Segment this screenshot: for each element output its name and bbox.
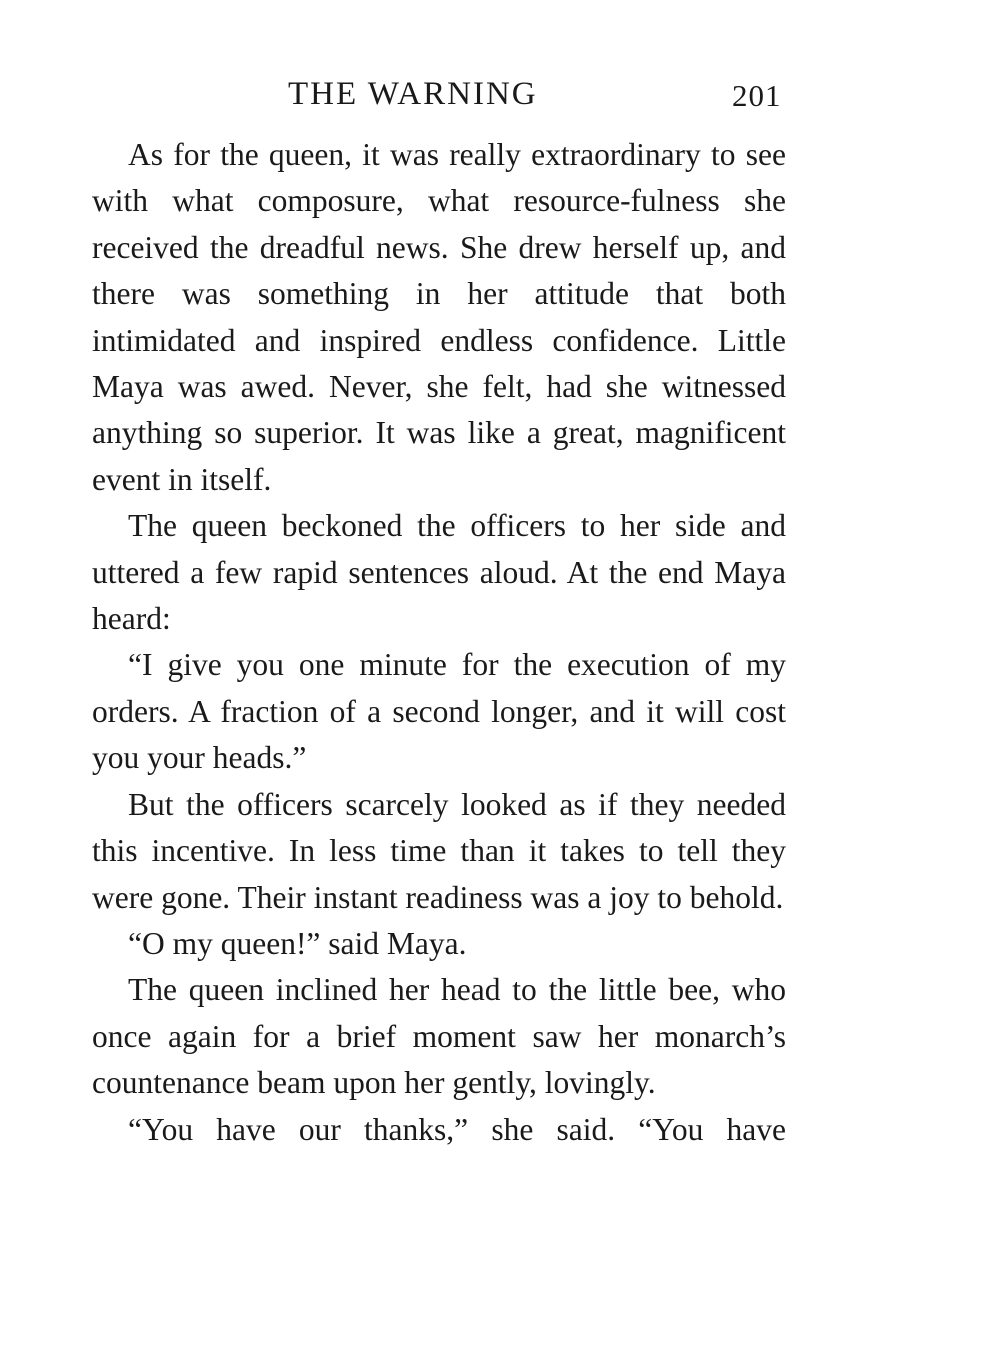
paragraph-queen-composure: As for the queen, it was really extraordinary to see with what composure, what resource-fulness she received the dreadful news. She drew herself up, and there was something in her attitude that both intimidated and inspired endless confidence. Little Maya was awed. Never, she felt, had she witnessed anything so superior. It was like a great, magnificent event in itself. [92,137,786,497]
paragraph-officers-gone: But the officers scarcely looked as if they needed this incentive. In less time than it takes to tell they were gone. Their instant readiness was a joy to behold. [92,786,786,915]
body-text [92,132,786,1153]
running-title: THE WARNING [288,76,538,112]
paragraph-maya-speaks: “O my queen!” said Maya. [128,925,467,961]
page-number: 201 [732,78,782,113]
paragraph-queen-inclines: The queen inclined her head to the little bee, who once again for a brief moment saw her monarch’s countenance beam upon her gently, lovingly. [92,972,786,1101]
paragraph-queen-orders: “I give you one minute for the execution of my orders. A fraction of a second longer, and it will cost you your heads.” [92,647,786,776]
paragraph-officers-summoned: The queen beckoned the officers to her side and uttered a few rapid sentences aloud. At the end Maya heard: [92,508,786,637]
paragraph-queen-thanks: “You have our thanks,” she said. “You have [128,1111,786,1147]
